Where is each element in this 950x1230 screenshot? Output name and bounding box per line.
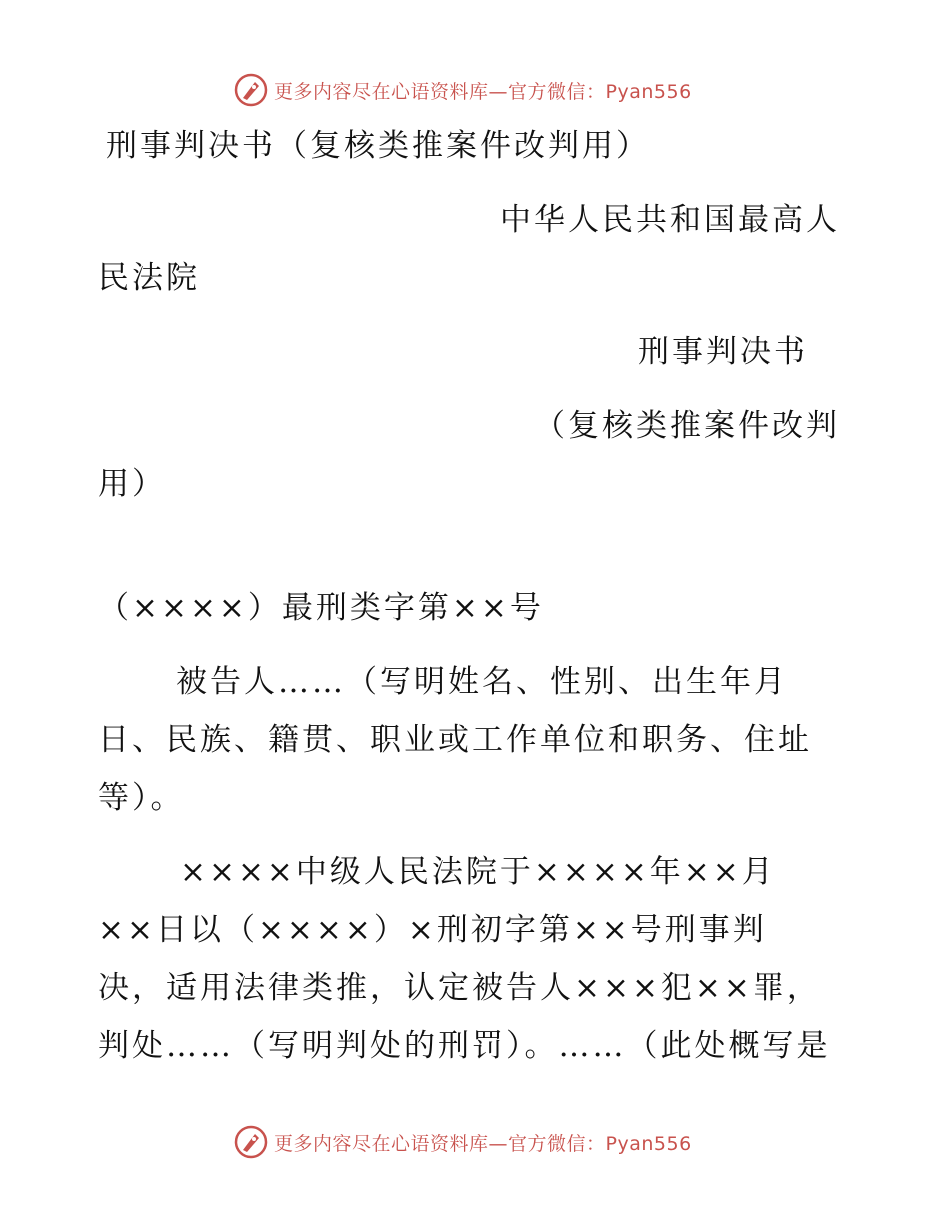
- document-type: 刑事判决书: [638, 334, 808, 370]
- document-subtitle-line2: 用）: [98, 466, 166, 502]
- watermark-footer: [234, 1124, 692, 1160]
- pen-logo-icon: [234, 1125, 268, 1159]
- watermark-text: 更多内容尽在心语资料库—官方微信：Pyan556: [274, 1132, 692, 1155]
- judgment-para-line4: 判处……（写明判处的刑罚）。……（此处概写是: [98, 1028, 831, 1064]
- court-name-line1: 中华人民共和国最高人: [500, 202, 840, 238]
- court-name-line2: 民法院: [98, 260, 200, 296]
- defendant-para-line3: 等）。: [98, 780, 185, 816]
- case-number: （××××）最刑类字第××号: [98, 590, 544, 626]
- judgment-para-line2: ××日以（××××）×刑初字第××号刑事判: [98, 912, 767, 948]
- watermark-header: [234, 72, 692, 108]
- document-subtitle-line1: （复核类推案件改判: [534, 408, 840, 444]
- judgment-para-line1: ××××中级人民法院于××××年××月: [180, 854, 776, 890]
- header-title: 刑事判决书（复核类推案件改判用）: [106, 128, 650, 164]
- defendant-para-line1: 被告人……（写明姓名、性别、出生年月: [176, 664, 788, 700]
- pen-logo-icon: [234, 73, 268, 107]
- watermark-text: 更多内容尽在心语资料库—官方微信：Pyan556: [274, 80, 692, 103]
- defendant-para-line2: 日、民族、籍贯、职业或工作单位和职务、住址: [98, 722, 812, 758]
- judgment-para-line3: 决，适用法律类推，认定被告人×××犯××罪，: [98, 970, 821, 1006]
